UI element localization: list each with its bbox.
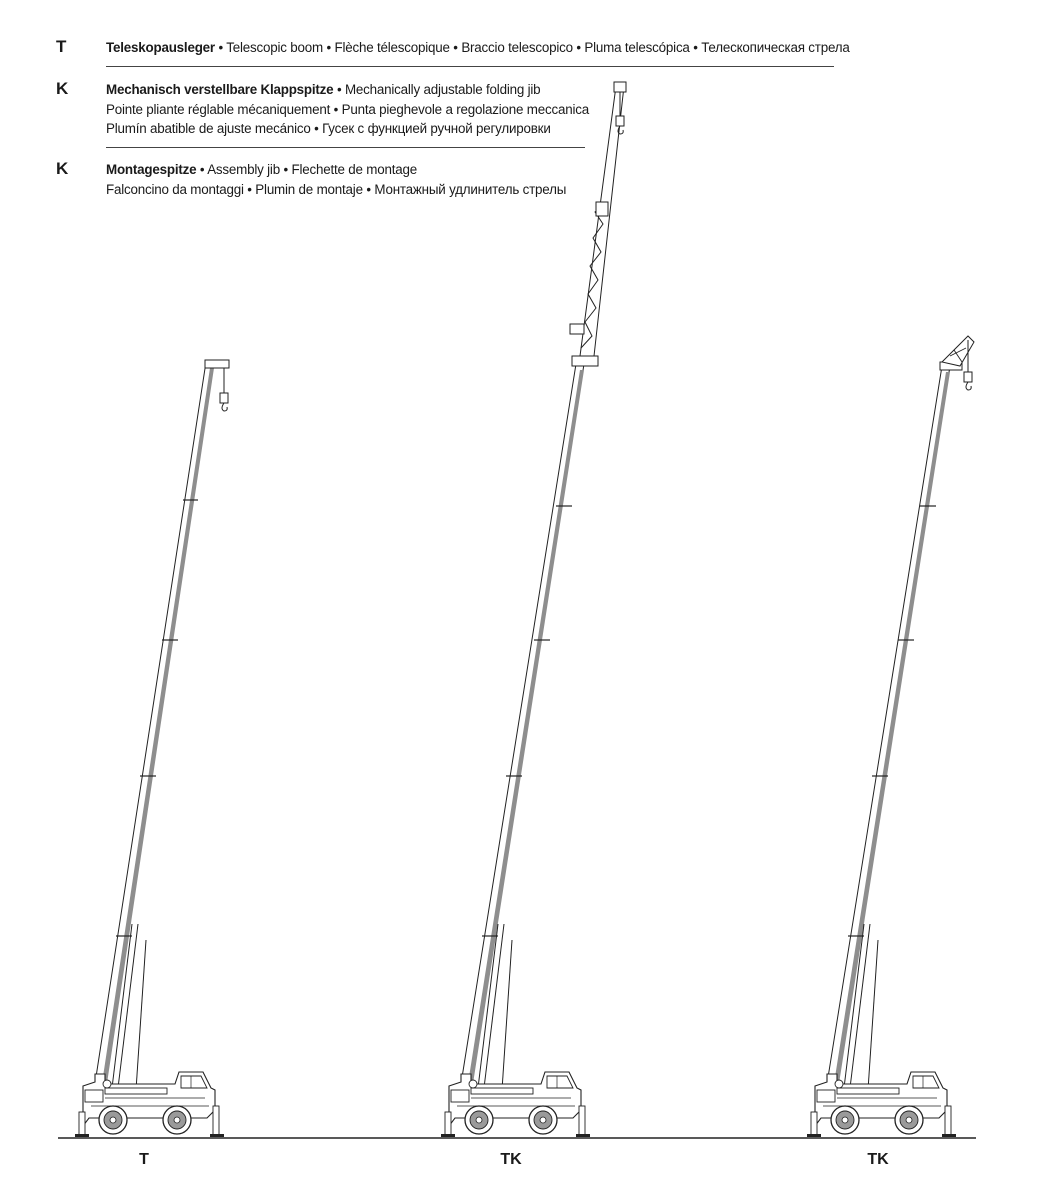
legend-letter: K xyxy=(56,79,69,98)
carrier-vehicle xyxy=(807,1072,956,1137)
telescopic-boom xyxy=(826,366,950,1090)
carrier-vehicle xyxy=(75,1072,224,1137)
hook-block xyxy=(220,393,228,411)
legend-translations: Plumín abatible de ajuste mecánico • Гусек с функцией ручной регулировки xyxy=(106,121,551,137)
legend-term: Montagespitze xyxy=(106,162,197,177)
legend-term: Teleskopausleger xyxy=(106,40,215,55)
telescopic-boom xyxy=(94,362,214,1090)
crane-label: T xyxy=(139,1151,149,1168)
crane-label: TK xyxy=(500,1151,522,1168)
legend-translations: • Telescopic boom • Flèche télescopique • Braccio telescopico • Pluma telescópica • Телескопическая стрела xyxy=(214,40,850,55)
crane-t xyxy=(75,360,229,1168)
legend-translations: Pointe pliante réglable mécaniquement • Punta pieghevole a regolazione meccanica xyxy=(106,101,589,117)
telescopic-boom xyxy=(460,364,584,1090)
legend-letter: T xyxy=(56,37,67,56)
crane-tk-folding-jib xyxy=(441,82,626,1168)
legend-letter: K xyxy=(56,159,69,178)
legend-translations: Falconcino da montaggi • Plumin de montaje • Монтажный удлинитель стрелы xyxy=(106,181,567,197)
legend-translations: • Mechanically adjustable folding jib xyxy=(333,82,541,97)
legend-term: Mechanisch verstellbare Klappspitze xyxy=(106,82,334,97)
assembly-jib xyxy=(940,336,974,372)
legend-translations: • Assembly jib • Flechette de montage xyxy=(196,162,418,177)
hook-block xyxy=(964,372,972,390)
crane-tk-assembly-jib xyxy=(807,336,974,1168)
crane-label: TK xyxy=(867,1151,889,1168)
carrier-vehicle xyxy=(441,1072,590,1137)
